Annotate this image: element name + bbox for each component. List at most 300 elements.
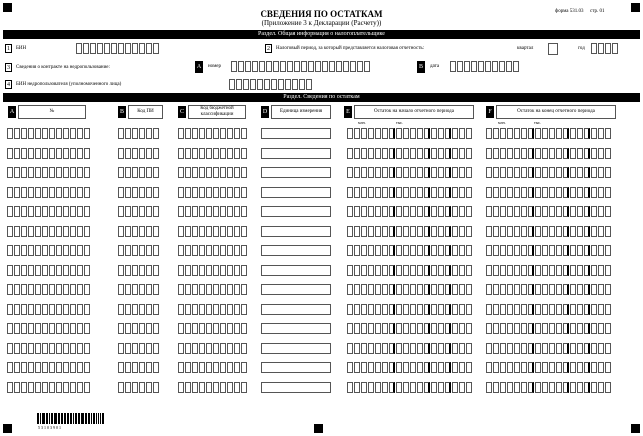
row-number-input-cell[interactable] bbox=[28, 167, 34, 178]
row-start-balance-input-cell[interactable] bbox=[424, 343, 430, 354]
row-number-input-cell[interactable] bbox=[7, 284, 13, 295]
row-pi-code-input-cell[interactable] bbox=[153, 187, 159, 198]
row-start-balance-input-cell[interactable] bbox=[424, 323, 430, 334]
row-start-balance-input-cell[interactable] bbox=[389, 323, 395, 334]
row-kbk-input-cell[interactable] bbox=[227, 284, 233, 295]
row-end-balance-input-cell[interactable] bbox=[528, 148, 534, 159]
row-start-balance-input-cell[interactable] bbox=[466, 245, 472, 256]
row-pi-code-input-cell[interactable] bbox=[146, 206, 152, 217]
row-end-balance-input-cell[interactable] bbox=[556, 304, 562, 315]
row-end-balance-input-cell[interactable] bbox=[556, 362, 562, 373]
row-start-balance-input-cell[interactable] bbox=[375, 284, 381, 295]
row-end-balance-input-cell[interactable] bbox=[542, 382, 548, 393]
row-pi-code-input[interactable] bbox=[118, 304, 160, 315]
row-number-input-cell[interactable] bbox=[35, 265, 41, 276]
row-kbk-input-cell[interactable] bbox=[213, 128, 219, 139]
row-pi-code-input-cell[interactable] bbox=[125, 343, 131, 354]
year-cell[interactable] bbox=[591, 43, 597, 54]
row-kbk-input-cell[interactable] bbox=[213, 284, 219, 295]
row-end-balance-input[interactable] bbox=[486, 323, 612, 334]
row-end-balance-input-cell[interactable] bbox=[535, 343, 541, 354]
row-end-balance-input-cell[interactable] bbox=[577, 323, 583, 334]
row-kbk-input-cell[interactable] bbox=[241, 284, 247, 295]
row-pi-code-input-cell[interactable] bbox=[153, 343, 159, 354]
row-kbk-input-cell[interactable] bbox=[227, 128, 233, 139]
row-end-balance-input-cell[interactable] bbox=[584, 304, 590, 315]
row-end-balance-input-cell[interactable] bbox=[591, 323, 597, 334]
row-end-balance-input-cell[interactable] bbox=[521, 343, 527, 354]
row-pi-code-input-cell[interactable] bbox=[153, 245, 159, 256]
row-kbk-input-cell[interactable] bbox=[241, 226, 247, 237]
row-end-balance-input-cell[interactable] bbox=[528, 226, 534, 237]
row-number-input-cell[interactable] bbox=[84, 362, 90, 373]
row-start-balance-input-cell[interactable] bbox=[382, 265, 388, 276]
row-end-balance-input-cell[interactable] bbox=[507, 226, 513, 237]
row-number-input[interactable] bbox=[7, 167, 91, 178]
row-kbk-input-cell[interactable] bbox=[241, 343, 247, 354]
row-kbk-input-cell[interactable] bbox=[241, 187, 247, 198]
row-kbk-input-cell[interactable] bbox=[234, 245, 240, 256]
row-kbk-input-cell[interactable] bbox=[220, 265, 226, 276]
row-number-input-cell[interactable] bbox=[63, 148, 69, 159]
row-end-balance-input-cell[interactable] bbox=[556, 284, 562, 295]
row-pi-code-input-cell[interactable] bbox=[125, 187, 131, 198]
row-number-input-cell[interactable] bbox=[21, 245, 27, 256]
row-pi-code-input[interactable] bbox=[118, 343, 160, 354]
bin-cell[interactable] bbox=[111, 43, 117, 54]
row-end-balance-input-cell[interactable] bbox=[549, 343, 555, 354]
row-kbk-input-cell[interactable] bbox=[199, 343, 205, 354]
row-pi-code-input-cell[interactable] bbox=[125, 226, 131, 237]
row-pi-code-input-cell[interactable] bbox=[139, 148, 145, 159]
row-number-input[interactable] bbox=[7, 148, 91, 159]
row-start-balance-input-cell[interactable] bbox=[403, 323, 409, 334]
row-kbk-input-cell[interactable] bbox=[206, 304, 212, 315]
row-end-balance-input-cell[interactable] bbox=[577, 167, 583, 178]
row-end-balance-input-cell[interactable] bbox=[542, 343, 548, 354]
row-number-input-cell[interactable] bbox=[49, 265, 55, 276]
row-end-balance-input-cell[interactable] bbox=[584, 128, 590, 139]
row-start-balance-input-cell[interactable] bbox=[347, 167, 353, 178]
row-end-balance-input-cell[interactable] bbox=[549, 187, 555, 198]
row-number-input-cell[interactable] bbox=[35, 362, 41, 373]
row-start-balance-input-cell[interactable] bbox=[452, 245, 458, 256]
row-end-balance-input-cell[interactable] bbox=[549, 304, 555, 315]
row-end-balance-input-cell[interactable] bbox=[584, 245, 590, 256]
row-end-balance-input-cell[interactable] bbox=[556, 343, 562, 354]
row-end-balance-input-cell[interactable] bbox=[486, 167, 492, 178]
row-end-balance-input-cell[interactable] bbox=[570, 128, 576, 139]
row-kbk-input-cell[interactable] bbox=[241, 206, 247, 217]
row-number-input-cell[interactable] bbox=[42, 382, 48, 393]
row-number-input-cell[interactable] bbox=[49, 382, 55, 393]
row-start-balance-input-cell[interactable] bbox=[431, 362, 437, 373]
row-number-input-cell[interactable] bbox=[28, 226, 34, 237]
row-start-balance-input-cell[interactable] bbox=[466, 187, 472, 198]
row-number-input[interactable] bbox=[7, 187, 91, 198]
row-end-balance-input-cell[interactable] bbox=[556, 323, 562, 334]
row-end-balance-input-cell[interactable] bbox=[556, 167, 562, 178]
row-end-balance-input[interactable] bbox=[486, 128, 612, 139]
contract-number-cell[interactable] bbox=[259, 61, 265, 72]
row-unit-input[interactable] bbox=[261, 362, 331, 373]
row-kbk-input-cell[interactable] bbox=[178, 206, 184, 217]
row-number-input-cell[interactable] bbox=[84, 304, 90, 315]
row-number-input-cell[interactable] bbox=[49, 284, 55, 295]
row-start-balance-input-cell[interactable] bbox=[375, 245, 381, 256]
row-start-balance-input-cell[interactable] bbox=[431, 167, 437, 178]
row-start-balance-input-cell[interactable] bbox=[368, 382, 374, 393]
row-kbk-input-cell[interactable] bbox=[199, 245, 205, 256]
row-end-balance-input-cell[interactable] bbox=[521, 206, 527, 217]
row-end-balance-input-cell[interactable] bbox=[577, 265, 583, 276]
row-pi-code-input-cell[interactable] bbox=[139, 284, 145, 295]
row-end-balance-input-cell[interactable] bbox=[556, 187, 562, 198]
row-number-input-cell[interactable] bbox=[70, 245, 76, 256]
row-start-balance-input-cell[interactable] bbox=[431, 206, 437, 217]
row-number-input-cell[interactable] bbox=[42, 226, 48, 237]
row-start-balance-input-cell[interactable] bbox=[403, 187, 409, 198]
row-start-balance-input-cell[interactable] bbox=[445, 284, 451, 295]
row-start-balance-input-cell[interactable] bbox=[361, 323, 367, 334]
row-kbk-input-cell[interactable] bbox=[241, 167, 247, 178]
row-number-input-cell[interactable] bbox=[14, 304, 20, 315]
row-start-balance-input-cell[interactable] bbox=[361, 128, 367, 139]
row-kbk-input-cell[interactable] bbox=[220, 226, 226, 237]
row-end-balance-input-cell[interactable] bbox=[605, 167, 611, 178]
row-unit-input[interactable] bbox=[261, 265, 331, 276]
row-end-balance-input-cell[interactable] bbox=[507, 284, 513, 295]
row-start-balance-input-cell[interactable] bbox=[445, 304, 451, 315]
row-number-input-cell[interactable] bbox=[35, 343, 41, 354]
row-number-input-cell[interactable] bbox=[42, 148, 48, 159]
row-end-balance-input-cell[interactable] bbox=[514, 343, 520, 354]
row-start-balance-input-cell[interactable] bbox=[445, 128, 451, 139]
row-start-balance-input-cell[interactable] bbox=[417, 206, 423, 217]
row-end-balance-input-cell[interactable] bbox=[486, 245, 492, 256]
row-number-input-cell[interactable] bbox=[14, 284, 20, 295]
row-start-balance-input-cell[interactable] bbox=[403, 362, 409, 373]
row-number-input-cell[interactable] bbox=[56, 343, 62, 354]
row-end-balance-input-cell[interactable] bbox=[556, 265, 562, 276]
row-unit-input[interactable] bbox=[261, 226, 331, 237]
row-end-balance-input-cell[interactable] bbox=[542, 304, 548, 315]
row-pi-code-input-cell[interactable] bbox=[118, 226, 124, 237]
row-pi-code-input-cell[interactable] bbox=[139, 226, 145, 237]
row-end-balance-input-cell[interactable] bbox=[535, 245, 541, 256]
row-pi-code-input-cell[interactable] bbox=[153, 226, 159, 237]
row-unit-input[interactable] bbox=[261, 304, 331, 315]
row-number-input-cell[interactable] bbox=[14, 206, 20, 217]
row-kbk-input-cell[interactable] bbox=[227, 265, 233, 276]
row-start-balance-input[interactable] bbox=[347, 362, 473, 373]
row-unit-input[interactable] bbox=[261, 323, 331, 334]
row-kbk-input-cell[interactable] bbox=[213, 362, 219, 373]
row-end-balance-input-cell[interactable] bbox=[598, 343, 604, 354]
row-end-balance-input-cell[interactable] bbox=[591, 362, 597, 373]
row-pi-code-input-cell[interactable] bbox=[118, 245, 124, 256]
row-start-balance-input-cell[interactable] bbox=[389, 382, 395, 393]
row-start-balance-input-cell[interactable] bbox=[368, 226, 374, 237]
row-start-balance-input-cell[interactable] bbox=[431, 245, 437, 256]
row-kbk-input-cell[interactable] bbox=[185, 284, 191, 295]
row-end-balance-input-cell[interactable] bbox=[556, 245, 562, 256]
row-end-balance-input[interactable] bbox=[486, 343, 612, 354]
row-start-balance-input-cell[interactable] bbox=[403, 206, 409, 217]
row-end-balance-input-cell[interactable] bbox=[584, 206, 590, 217]
row-end-balance-input-cell[interactable] bbox=[591, 265, 597, 276]
row-number-input-cell[interactable] bbox=[70, 284, 76, 295]
row-end-balance-input-cell[interactable] bbox=[521, 226, 527, 237]
row-number-input-cell[interactable] bbox=[56, 362, 62, 373]
row-start-balance-input-cell[interactable] bbox=[431, 343, 437, 354]
row-end-balance-input-cell[interactable] bbox=[500, 323, 506, 334]
row-end-balance-input-cell[interactable] bbox=[528, 343, 534, 354]
row-start-balance-input-cell[interactable] bbox=[354, 148, 360, 159]
row-pi-code-input-cell[interactable] bbox=[132, 226, 138, 237]
row-end-balance-input-cell[interactable] bbox=[493, 362, 499, 373]
row-number-input-cell[interactable] bbox=[28, 323, 34, 334]
row-end-balance-input-cell[interactable] bbox=[598, 167, 604, 178]
row-kbk-input-cell[interactable] bbox=[241, 245, 247, 256]
row-start-balance-input-cell[interactable] bbox=[361, 304, 367, 315]
row-end-balance-input[interactable] bbox=[486, 304, 612, 315]
row-end-balance-input-cell[interactable] bbox=[514, 167, 520, 178]
bin-cell[interactable] bbox=[146, 43, 152, 54]
row-start-balance-input-cell[interactable] bbox=[368, 362, 374, 373]
row-pi-code-input-cell[interactable] bbox=[118, 206, 124, 217]
row-kbk-input-cell[interactable] bbox=[234, 206, 240, 217]
row-start-balance-input-cell[interactable] bbox=[445, 226, 451, 237]
row-number-input-cell[interactable] bbox=[42, 323, 48, 334]
row-number-input-cell[interactable] bbox=[56, 304, 62, 315]
row-start-balance-input-cell[interactable] bbox=[424, 245, 430, 256]
row-start-balance-input-cell[interactable] bbox=[347, 148, 353, 159]
row-end-balance-input-cell[interactable] bbox=[570, 304, 576, 315]
row-start-balance-input-cell[interactable] bbox=[403, 167, 409, 178]
row-kbk-input-cell[interactable] bbox=[227, 226, 233, 237]
row-unit-input[interactable] bbox=[261, 187, 331, 198]
row-start-balance-input-cell[interactable] bbox=[424, 206, 430, 217]
row-kbk-input-cell[interactable] bbox=[227, 304, 233, 315]
row-number-input[interactable] bbox=[7, 362, 91, 373]
row-number-input-cell[interactable] bbox=[28, 187, 34, 198]
row-number-input-cell[interactable] bbox=[84, 167, 90, 178]
row-kbk-input-cell[interactable] bbox=[206, 323, 212, 334]
row-end-balance-input-cell[interactable] bbox=[549, 128, 555, 139]
row-start-balance-input-cell[interactable] bbox=[438, 206, 444, 217]
row-end-balance-input-cell[interactable] bbox=[500, 284, 506, 295]
row-number-input-cell[interactable] bbox=[35, 382, 41, 393]
row-start-balance-input-cell[interactable] bbox=[445, 245, 451, 256]
row-end-balance-input-cell[interactable] bbox=[570, 362, 576, 373]
row-kbk-input-cell[interactable] bbox=[241, 128, 247, 139]
row-kbk-input-cell[interactable] bbox=[206, 128, 212, 139]
row-number-input-cell[interactable] bbox=[7, 148, 13, 159]
row-start-balance-input-cell[interactable] bbox=[466, 226, 472, 237]
year-cell[interactable] bbox=[598, 43, 604, 54]
row-kbk-input-cell[interactable] bbox=[234, 284, 240, 295]
row-end-balance-input-cell[interactable] bbox=[514, 284, 520, 295]
row-kbk-input-cell[interactable] bbox=[220, 187, 226, 198]
row-start-balance-input-cell[interactable] bbox=[431, 382, 437, 393]
row-start-balance-input-cell[interactable] bbox=[382, 206, 388, 217]
row-start-balance-input-cell[interactable] bbox=[403, 284, 409, 295]
row-start-balance-input-cell[interactable] bbox=[347, 304, 353, 315]
row-kbk-input-cell[interactable] bbox=[192, 304, 198, 315]
row-start-balance-input-cell[interactable] bbox=[466, 382, 472, 393]
row-start-balance-input-cell[interactable] bbox=[417, 284, 423, 295]
row-number-input-cell[interactable] bbox=[28, 245, 34, 256]
row-start-balance-input-cell[interactable] bbox=[410, 128, 416, 139]
row-start-balance-input-cell[interactable] bbox=[396, 148, 402, 159]
row-number-input-cell[interactable] bbox=[77, 167, 83, 178]
row-end-balance-input-cell[interactable] bbox=[598, 265, 604, 276]
row-end-balance-input-cell[interactable] bbox=[493, 187, 499, 198]
row-number-input-cell[interactable] bbox=[35, 323, 41, 334]
row-pi-code-input-cell[interactable] bbox=[153, 382, 159, 393]
row-start-balance-input-cell[interactable] bbox=[382, 284, 388, 295]
row-start-balance-input-cell[interactable] bbox=[417, 128, 423, 139]
row-number-input-cell[interactable] bbox=[84, 148, 90, 159]
row-start-balance-input-cell[interactable] bbox=[452, 148, 458, 159]
row-number-input-cell[interactable] bbox=[21, 382, 27, 393]
row-pi-code-input-cell[interactable] bbox=[153, 284, 159, 295]
row-start-balance-input-cell[interactable] bbox=[368, 206, 374, 217]
row-number-input-cell[interactable] bbox=[63, 245, 69, 256]
row-end-balance-input-cell[interactable] bbox=[486, 148, 492, 159]
row-end-balance-input-cell[interactable] bbox=[528, 362, 534, 373]
row-start-balance-input-cell[interactable] bbox=[431, 128, 437, 139]
row-end-balance-input-cell[interactable] bbox=[507, 343, 513, 354]
row-start-balance-input-cell[interactable] bbox=[347, 284, 353, 295]
contract-number-cell[interactable] bbox=[315, 61, 321, 72]
row-start-balance-input-cell[interactable] bbox=[445, 187, 451, 198]
row-kbk-input-cell[interactable] bbox=[185, 304, 191, 315]
row-kbk-input-cell[interactable] bbox=[185, 323, 191, 334]
row-kbk-input-cell[interactable] bbox=[206, 362, 212, 373]
row-number-input[interactable] bbox=[7, 128, 91, 139]
row-end-balance-input-cell[interactable] bbox=[570, 343, 576, 354]
row-start-balance-input-cell[interactable] bbox=[445, 343, 451, 354]
bin-cell[interactable] bbox=[90, 43, 96, 54]
row-kbk-input-cell[interactable] bbox=[192, 226, 198, 237]
row-pi-code-input-cell[interactable] bbox=[132, 343, 138, 354]
subsoil-user-bin-cell[interactable] bbox=[271, 79, 277, 90]
row-kbk-input-cell[interactable] bbox=[227, 245, 233, 256]
row-number-input-cell[interactable] bbox=[42, 343, 48, 354]
row-start-balance-input-cell[interactable] bbox=[396, 167, 402, 178]
row-number-input-cell[interactable] bbox=[49, 304, 55, 315]
row-number-input-cell[interactable] bbox=[63, 206, 69, 217]
row-pi-code-input[interactable] bbox=[118, 148, 160, 159]
row-number-input-cell[interactable] bbox=[63, 304, 69, 315]
row-start-balance-input-cell[interactable] bbox=[431, 323, 437, 334]
row-unit-input[interactable] bbox=[261, 382, 331, 393]
row-start-balance-input-cell[interactable] bbox=[410, 206, 416, 217]
row-number-input-cell[interactable] bbox=[7, 323, 13, 334]
row-kbk-input-cell[interactable] bbox=[213, 206, 219, 217]
row-pi-code-input[interactable] bbox=[118, 265, 160, 276]
quarter-input[interactable] bbox=[548, 43, 559, 55]
row-end-balance-input-cell[interactable] bbox=[535, 284, 541, 295]
row-start-balance-input-cell[interactable] bbox=[396, 206, 402, 217]
row-end-balance-input-cell[interactable] bbox=[577, 245, 583, 256]
row-number-input-cell[interactable] bbox=[21, 206, 27, 217]
row-end-balance-input-cell[interactable] bbox=[493, 382, 499, 393]
row-start-balance-input-cell[interactable] bbox=[368, 343, 374, 354]
row-end-balance-input-cell[interactable] bbox=[514, 245, 520, 256]
bin-cell[interactable] bbox=[104, 43, 110, 54]
contract-date-cell[interactable] bbox=[450, 61, 456, 72]
row-kbk-input-cell[interactable] bbox=[227, 167, 233, 178]
row-kbk-input-cell[interactable] bbox=[185, 167, 191, 178]
row-start-balance-input-cell[interactable] bbox=[354, 382, 360, 393]
row-end-balance-input-cell[interactable] bbox=[577, 304, 583, 315]
row-pi-code-input-cell[interactable] bbox=[153, 304, 159, 315]
row-end-balance-input-cell[interactable] bbox=[549, 226, 555, 237]
row-pi-code-input-cell[interactable] bbox=[132, 265, 138, 276]
row-end-balance-input-cell[interactable] bbox=[591, 148, 597, 159]
row-kbk-input-cell[interactable] bbox=[192, 265, 198, 276]
row-number-input-cell[interactable] bbox=[35, 226, 41, 237]
row-start-balance-input-cell[interactable] bbox=[347, 265, 353, 276]
row-number-input-cell[interactable] bbox=[63, 284, 69, 295]
row-end-balance-input-cell[interactable] bbox=[605, 265, 611, 276]
row-number-input-cell[interactable] bbox=[42, 206, 48, 217]
row-number-input-cell[interactable] bbox=[21, 284, 27, 295]
row-end-balance-input-cell[interactable] bbox=[563, 206, 569, 217]
row-start-balance-input[interactable] bbox=[347, 187, 473, 198]
row-end-balance-input-cell[interactable] bbox=[549, 323, 555, 334]
row-kbk-input-cell[interactable] bbox=[178, 226, 184, 237]
row-end-balance-input-cell[interactable] bbox=[507, 128, 513, 139]
row-start-balance-input-cell[interactable] bbox=[368, 265, 374, 276]
row-end-balance-input[interactable] bbox=[486, 265, 612, 276]
row-number-input[interactable] bbox=[7, 245, 91, 256]
row-pi-code-input[interactable] bbox=[118, 362, 160, 373]
row-start-balance-input-cell[interactable] bbox=[417, 148, 423, 159]
row-pi-code-input-cell[interactable] bbox=[118, 343, 124, 354]
row-number-input-cell[interactable] bbox=[77, 187, 83, 198]
row-end-balance-input-cell[interactable] bbox=[584, 226, 590, 237]
row-kbk-input-cell[interactable] bbox=[192, 284, 198, 295]
row-start-balance-input-cell[interactable] bbox=[354, 304, 360, 315]
row-start-balance-input-cell[interactable] bbox=[410, 323, 416, 334]
row-pi-code-input-cell[interactable] bbox=[139, 265, 145, 276]
row-pi-code-input-cell[interactable] bbox=[146, 304, 152, 315]
row-start-balance-input-cell[interactable] bbox=[417, 323, 423, 334]
row-number-input-cell[interactable] bbox=[49, 362, 55, 373]
row-start-balance-input-cell[interactable] bbox=[431, 265, 437, 276]
row-start-balance-input-cell[interactable] bbox=[459, 265, 465, 276]
row-start-balance-input-cell[interactable] bbox=[396, 382, 402, 393]
row-end-balance-input-cell[interactable] bbox=[500, 148, 506, 159]
row-start-balance-input-cell[interactable] bbox=[347, 323, 353, 334]
row-start-balance-input-cell[interactable] bbox=[438, 187, 444, 198]
row-pi-code-input-cell[interactable] bbox=[125, 167, 131, 178]
contract-date-cell[interactable] bbox=[464, 61, 470, 72]
row-end-balance-input-cell[interactable] bbox=[542, 187, 548, 198]
year-cell[interactable] bbox=[605, 43, 611, 54]
row-start-balance-input-cell[interactable] bbox=[361, 382, 367, 393]
row-end-balance-input-cell[interactable] bbox=[556, 382, 562, 393]
row-number-input-cell[interactable] bbox=[21, 362, 27, 373]
row-start-balance-input-cell[interactable] bbox=[459, 167, 465, 178]
row-number-input-cell[interactable] bbox=[42, 284, 48, 295]
row-kbk-input-cell[interactable] bbox=[185, 128, 191, 139]
row-pi-code-input-cell[interactable] bbox=[132, 167, 138, 178]
